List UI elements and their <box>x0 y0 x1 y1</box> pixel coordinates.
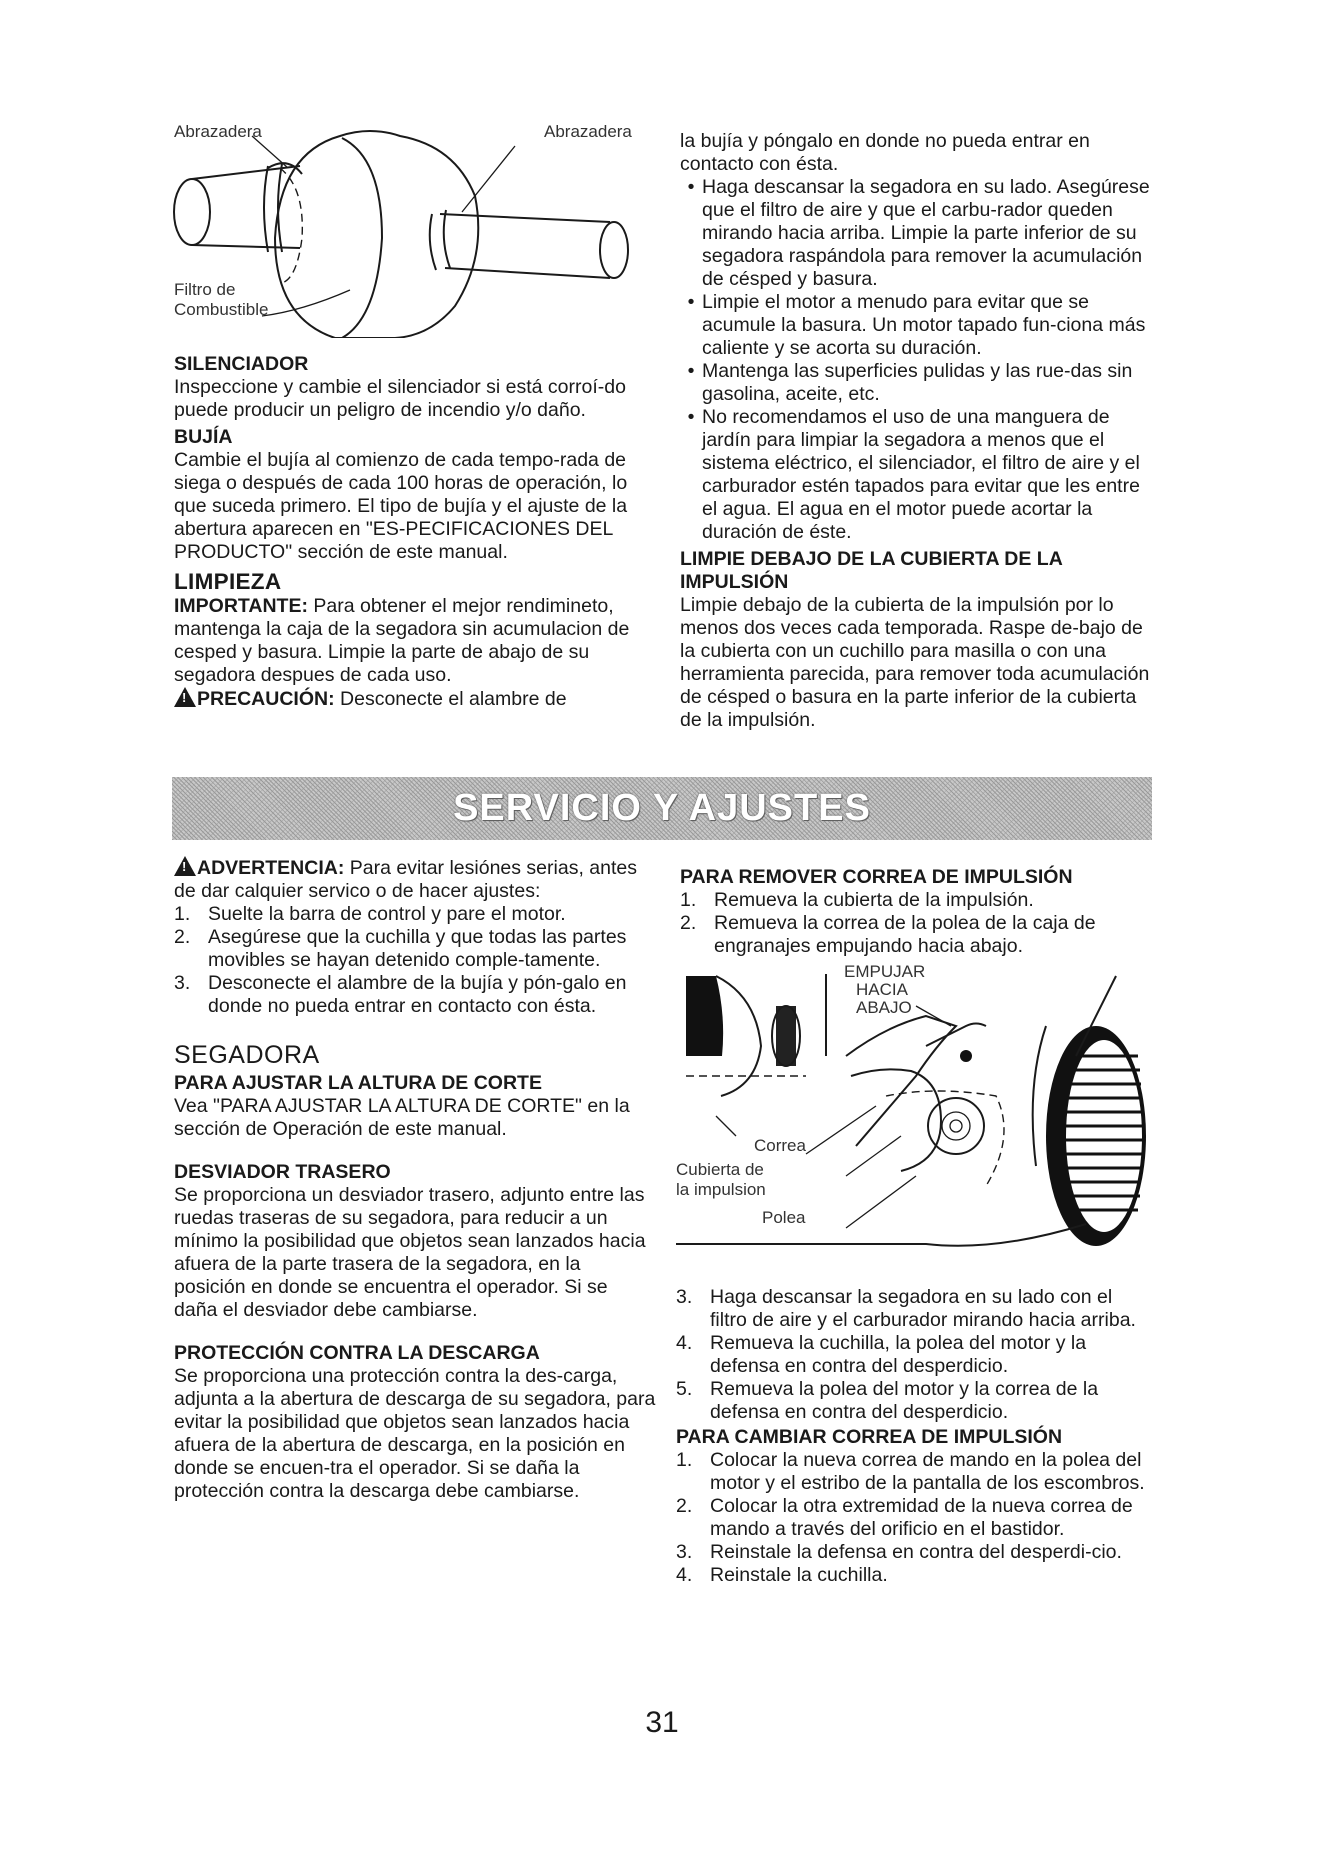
important-text: Para obtener el mejor rendimineto, mantenga la caja de la segadora sin acumulacion de cesped y basura. Limpie la parte de abajo de su segadora despues de cada uso. <box>174 595 630 686</box>
limpieza-caution <box>174 687 650 711</box>
limpieza-important <box>174 595 650 687</box>
warning-icon <box>174 687 196 707</box>
desviador-heading: DESVIADOR TRASERO <box>174 1161 391 1183</box>
list-item: • Limpie el motor a menudo para evitar que se acumule la basura. Un motor tapado fun-ciona más caliente y se acorta su duración. <box>687 291 1146 359</box>
bottom-left-column <box>174 856 656 1503</box>
advertencia-text: Para evitar lesiónes serias, antes de dar calquier servico o de hacer ajustes: <box>174 857 637 902</box>
altura-heading: PARA AJUSTAR LA ALTURA DE CORTE <box>174 1072 542 1094</box>
remover-correa-section <box>680 866 1155 958</box>
label-correa: Correa <box>754 1136 806 1155</box>
label-filtro-line1: Filtro de <box>174 280 236 299</box>
advertencia-label: ADVERTENCIA: <box>197 857 345 879</box>
list-item: 3. Reinstale la defensa en contra del desperdi-cio. <box>676 1541 1122 1563</box>
warning-icon <box>174 856 196 876</box>
remover-steps-a <box>680 889 1155 958</box>
top-left-column <box>174 353 650 711</box>
altura-text: Vea "PARA AJUSTAR LA ALTURA DE CORTE" en la sección de Operación de este manual. <box>174 1095 630 1140</box>
list-item: 3. Desconecte el alambre de la bujía y pón-galo en donde no pueda entrar en contacto con ésta. <box>174 972 627 1017</box>
cambiar-steps <box>676 1449 1154 1587</box>
caution-text: Desconecte el alambre de <box>334 688 567 710</box>
limpie-debajo-text: Limpie debajo de la cubierta de la impulsión por lo menos dos veces cada temporada. Raspe de-bajo de la cubierta con un cuchillo para masilla o con una herramienta parecida, para remover toda acumulación de césped o basura en la parte inferior de la cubierta de la impulsión. <box>680 594 1150 731</box>
label-abajo: ABAJO <box>856 998 912 1017</box>
drive-belt-illustration <box>676 966 1158 1266</box>
silenciador-text: Inspeccione y cambie el silenciador si está corroí-do puede producir un peligro de incendio y/o daño. <box>174 376 626 421</box>
cambiar-correa-heading: PARA CAMBIAR CORREA DE IMPULSIÓN <box>676 1426 1063 1448</box>
limpie-debajo-heading: LIMPIE DEBAJO DE LA CUBIERTA DE LA IMPULSIÓN <box>680 548 1063 593</box>
advertencia-steps <box>174 903 656 1018</box>
list-item: 1. Suelte la barra de control y pare el motor. <box>174 903 566 925</box>
bujia-heading: BUJÍA <box>174 426 233 448</box>
bujia-text: Cambie el bujía al comienzo de cada tempo-rada de siega o después de cada 100 horas de operación, lo que suceda primero. El tipo de bujía y el ajuste de la abertura aparecen en "ES-PECIFICACIONES DEL PRODUCTO" sección de este manual. <box>174 449 628 563</box>
label-abrazadera-left: Abrazadera <box>174 122 262 141</box>
drive-belt-figure <box>676 962 1158 1266</box>
section-banner <box>172 777 1152 840</box>
label-polea: Polea <box>762 1208 806 1227</box>
important-label: IMPORTANTE: <box>174 595 308 617</box>
page-number: 31 <box>645 1706 679 1739</box>
list-item: • Mantenga las superficies pulidas y las rue-das sin gasolina, aceite, etc. <box>687 360 1133 405</box>
label-hacia: HACIA <box>856 980 908 999</box>
remover-steps-b <box>676 1286 1154 1424</box>
silenciador-heading: SILENCIADOR <box>174 353 309 375</box>
list-item: 4. Remueva la cuchilla, la polea del motor y la defensa en contra del desperdicio. <box>676 1332 1087 1377</box>
label-abrazadera-right: Abrazadera <box>544 122 632 141</box>
list-item: • No recomendamos el uso de una manguera de jardín para limpiar la segadora a menos que el sistema eléctrico, el silenciador, el filtro de aire y el carburador estén tapados para evitar que les entre el agua. El agua en el motor puede acortar la duración de éste. <box>687 406 1140 543</box>
list-item: 2. Asegúrese que la cuchilla y que todas las partes movibles se hayan detenido comple-tamente. <box>174 926 627 971</box>
limpieza-bullets <box>680 176 1150 544</box>
banner-title: SERVICIO Y AJUSTES <box>453 787 871 829</box>
list-item: 4. Reinstale la cuchilla. <box>676 1564 888 1586</box>
remover-correa-heading: PARA REMOVER CORREA DE IMPULSIÓN <box>680 866 1073 888</box>
muffler-figure <box>170 122 660 338</box>
caution-continued: la bujía y póngalo en donde no pueda entrar en contacto con ésta. <box>680 130 1090 175</box>
desviador-text: Se proporciona un desviador trasero, adjunto entre las ruedas traseras de su segadora, para reducir a un mínimo la posibilidad que objetos sean lanzados hacia afuera de la parte trasera de la segadora, en la posición en donde se encuentra el operador. Si se daña el desviador debe cambiarse. <box>174 1184 646 1321</box>
label-cubierta-line2: la impulsion <box>676 1180 766 1199</box>
list-item: 5. Remueva la polea del motor y la correa de la defensa en contra del desperdicio. <box>676 1378 1099 1423</box>
caution-label: PRECAUCIÓN: <box>197 688 335 710</box>
top-right-column <box>680 130 1150 732</box>
segadora-heading: SEGADORA <box>174 1041 320 1069</box>
list-item: • Haga descansar la segadora en su lado. Asegúrese que el filtro de aire y que el carbu-rador queden mirando hacia arriba. Limpie la parte inferior de su segadora raspándola para remover la acumulación de césped y basura. <box>687 176 1150 290</box>
bottom-right-column <box>676 1286 1154 1587</box>
label-filtro-line2: Combustible <box>174 300 269 319</box>
list-item: 1. Remueva la cubierta de la impulsión. <box>680 889 1034 911</box>
list-item: 1. Colocar la nueva correa de mando en la polea del motor y el estribo de la pantalla de los escombros. <box>676 1449 1145 1494</box>
list-item: 2. Remueva la correa de la polea de la caja de engranajes empujando hacia abajo. <box>680 912 1096 957</box>
list-item: 2. Colocar la otra extremidad de la nueva correa de mando a través del orificio en el bastidor. <box>676 1495 1133 1540</box>
advertencia-intro <box>174 856 656 903</box>
list-item: 3. Haga descansar la segadora en su lado con el filtro de aire y el carburador mirando hacia arriba. <box>676 1286 1136 1331</box>
proteccion-text: Se proporciona una protección contra la des-carga, adjunta a la abertura de descarga de su segadora, para evitar la posibilidad que objetos sean lanzados hacia afuera de la abertura de descarga, en la posición en donde se encuen-tra el operador. Si se daña la protección contra la descarga debe cambiarse. <box>174 1365 656 1502</box>
label-cubierta-line1: Cubierta de <box>676 1160 764 1179</box>
proteccion-heading: PROTECCIÓN CONTRA LA DESCARGA <box>174 1342 540 1364</box>
limpieza-heading: LIMPIEZA <box>174 569 282 594</box>
label-empujar: EMPUJAR <box>844 962 926 981</box>
